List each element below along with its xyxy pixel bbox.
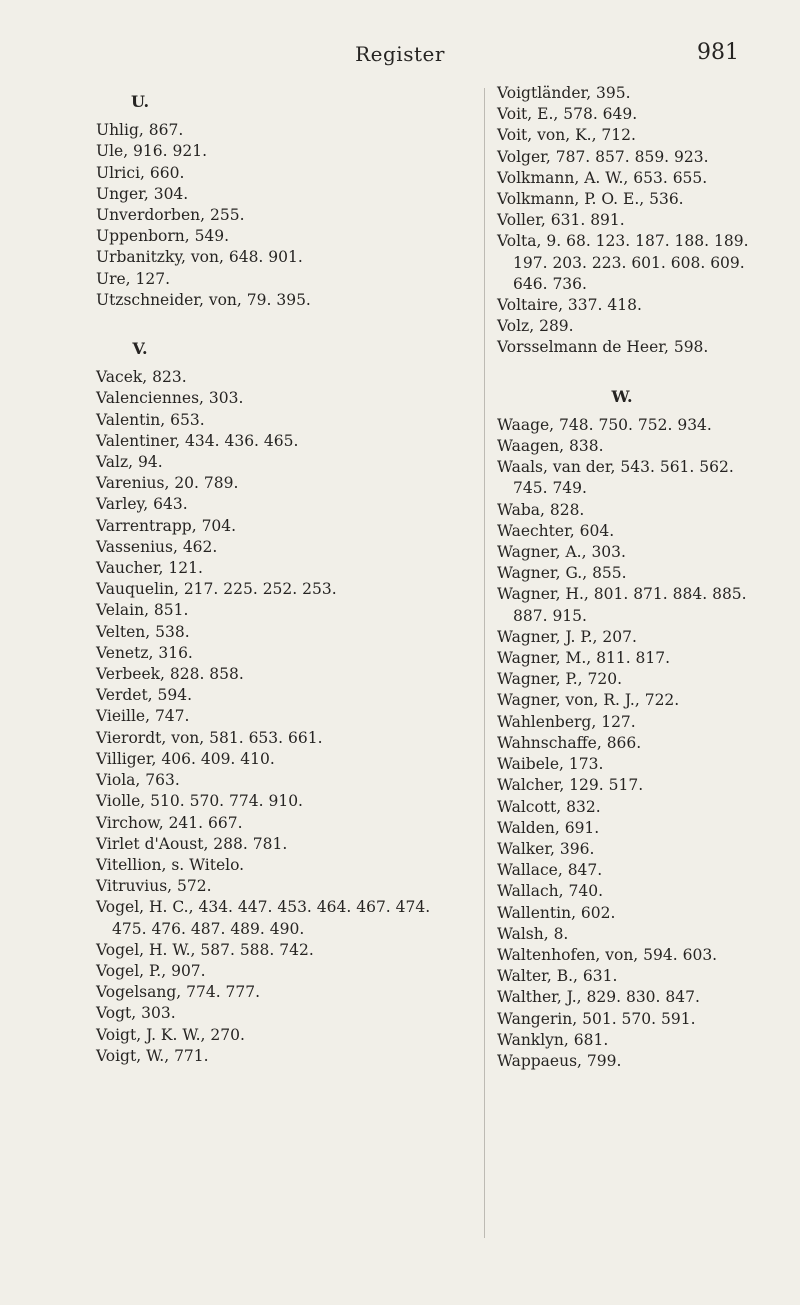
left-column: [96, 83, 456, 1067]
index-entry: Wagner, G., 855.: [497, 564, 627, 583]
index-entry: Wallentin, 602.: [497, 903, 616, 922]
index-entry: Vogel, H. W., 587. 588. 742.: [96, 940, 314, 959]
index-entry: Vorsselmann de Heer, 598.: [497, 338, 709, 357]
index-entry: Voltaire, 337. 418.: [497, 296, 642, 315]
header-title: Register: [355, 42, 445, 66]
section-gap: [96, 311, 456, 330]
index-entry: Valentiner, 434. 436. 465.: [96, 431, 299, 450]
index-entry: Venetz, 316.: [96, 643, 193, 662]
index-entry: Waba, 828.: [497, 500, 585, 519]
index-entry: Waals, van der, 543. 561. 562. 745. 749.: [497, 458, 734, 498]
index-entry: Volkmann, A. W., 653. 655.: [497, 168, 708, 187]
index-entry: Uppenborn, 549.: [96, 227, 230, 246]
page-number: 981: [697, 40, 739, 65]
index-entry: Walden, 691.: [497, 818, 600, 837]
index-entry: Wappaeus, 799.: [497, 1051, 622, 1070]
index-entry: Vogel, H. C., 434. 447. 453. 464. 467. 474. 475. 476. 487. 489. 490.: [96, 898, 431, 938]
index-entry: Ule, 916. 921.: [96, 142, 207, 161]
index-entry: Wagner, J. P., 207.: [497, 627, 637, 646]
index-entry: Wagner, M., 811. 817.: [497, 649, 671, 668]
index-entry: Vogelsang, 774. 777.: [96, 983, 261, 1002]
index-entry: Uhlig, 867.: [96, 121, 184, 140]
index-entry: Varenius, 20. 789.: [96, 474, 239, 493]
index-entry: Vieille, 747.: [96, 707, 190, 726]
index-entry: Vierordt, von, 581. 653. 661.: [96, 728, 323, 747]
index-entry: Unger, 304.: [96, 184, 189, 203]
index-entry: Valentin, 653.: [96, 410, 205, 429]
index-entry: Verdet, 594.: [96, 686, 193, 705]
index-entry: Vitellion, s. Witelo.: [96, 855, 245, 874]
index-entry: Vogel, P., 907.: [96, 961, 206, 980]
index-entry: Wallach, 740.: [497, 882, 604, 901]
index-entry: Wagner, H., 801. 871. 884. 885. 887. 915.: [497, 585, 747, 625]
index-entry: Vaucher, 121.: [96, 559, 203, 578]
index-entry: Wahlenberg, 127.: [497, 712, 636, 731]
section-letter: V.: [132, 339, 148, 359]
index-entry: Wahnschaffe, 866.: [497, 733, 642, 752]
section-letter: W.: [611, 386, 633, 406]
index-entry: Voigt, W., 771.: [96, 1046, 209, 1065]
column-divider: [484, 88, 485, 1238]
index-entry: Villiger, 406. 409. 410.: [96, 749, 275, 768]
index-entry: Walcher, 129. 517.: [497, 776, 644, 795]
index-entry: Waagen, 838.: [497, 437, 604, 456]
index-entry: Voigtländer, 395.: [497, 84, 631, 102]
index-entry: Waibele, 173.: [497, 755, 604, 774]
index-entry: Virlet d'Aoust, 288. 781.: [96, 834, 288, 853]
index-entry: Volta, 9. 68. 123. 187. 188. 189. 197. 203. 223. 601. 608. 609. 646. 736.: [497, 232, 749, 293]
index-entry: Ulrici, 660.: [96, 163, 185, 182]
index-entry: Waechter, 604.: [497, 521, 615, 540]
index-entry: Wanklyn, 681.: [497, 1030, 609, 1049]
index-entry: Wagner, von, R. J., 722.: [497, 691, 680, 710]
index-entry: Utzschneider, von, 79. 395.: [96, 290, 311, 309]
index-entry: Wagner, P., 720.: [497, 670, 623, 689]
index-entry: Varley, 643.: [96, 495, 188, 514]
index-entry: Vitruvius, 572.: [96, 877, 212, 896]
index-entry: Wallace, 847.: [497, 861, 603, 880]
right-column: [497, 83, 759, 1072]
index-entry: Wangerin, 501. 570. 591.: [497, 1009, 696, 1028]
index-entry: Verbeek, 828. 858.: [96, 665, 244, 684]
index-entry: Vassenius, 462.: [96, 537, 218, 556]
section-letter: U.: [130, 92, 150, 111]
index-entry: Walcott, 832.: [497, 797, 601, 816]
index-entry: Voigt, J. K. W., 270.: [96, 1025, 245, 1044]
index-entry: Walter, B., 631.: [497, 967, 618, 986]
index-entry: Varrentrapp, 704.: [96, 516, 237, 535]
index-entry: Valenciennes, 303.: [96, 389, 244, 408]
index-entry: Walker, 396.: [497, 839, 595, 858]
index-entry: Urbanitzky, von, 648. 901.: [96, 248, 303, 267]
index-entry: Ure, 127.: [96, 269, 171, 288]
index-entry: Violle, 510. 570. 774. 910.: [96, 792, 303, 811]
index-entry: Velain, 851.: [96, 601, 189, 620]
index-entry: Virchow, 241. 667.: [96, 813, 243, 832]
index-entry: Valz, 94.: [96, 453, 163, 472]
index-entry: Vauquelin, 217. 225. 252. 253.: [96, 580, 337, 599]
index-entry: Walsh, 8.: [497, 924, 569, 943]
index-entry: Volkmann, P. O. E., 536.: [497, 190, 684, 209]
index-entry: Unverdorben, 255.: [96, 206, 245, 225]
index-entry: Waage, 748. 750. 752. 934.: [497, 415, 712, 434]
index-entry: Walther, J., 829. 830. 847.: [497, 988, 700, 1007]
index-entry: Velten, 538.: [96, 622, 190, 641]
index-entry: Waltenhofen, von, 594. 603.: [497, 945, 718, 964]
index-entry: Volz, 289.: [497, 317, 574, 336]
index-entry: Vogt, 303.: [96, 1004, 176, 1023]
index-entry: Voller, 631. 891.: [497, 211, 625, 230]
index-entry: Voit, E., 578. 649.: [497, 105, 638, 124]
section-gap: [497, 359, 759, 378]
index-entry: Wagner, A., 303.: [497, 543, 626, 562]
index-entry: Viola, 763.: [96, 771, 180, 790]
index-entry: Volger, 787. 857. 859. 923.: [497, 147, 709, 166]
index-entry: Voit, von, K., 712.: [497, 126, 636, 145]
index-entry: Vacek, 823.: [96, 368, 187, 387]
